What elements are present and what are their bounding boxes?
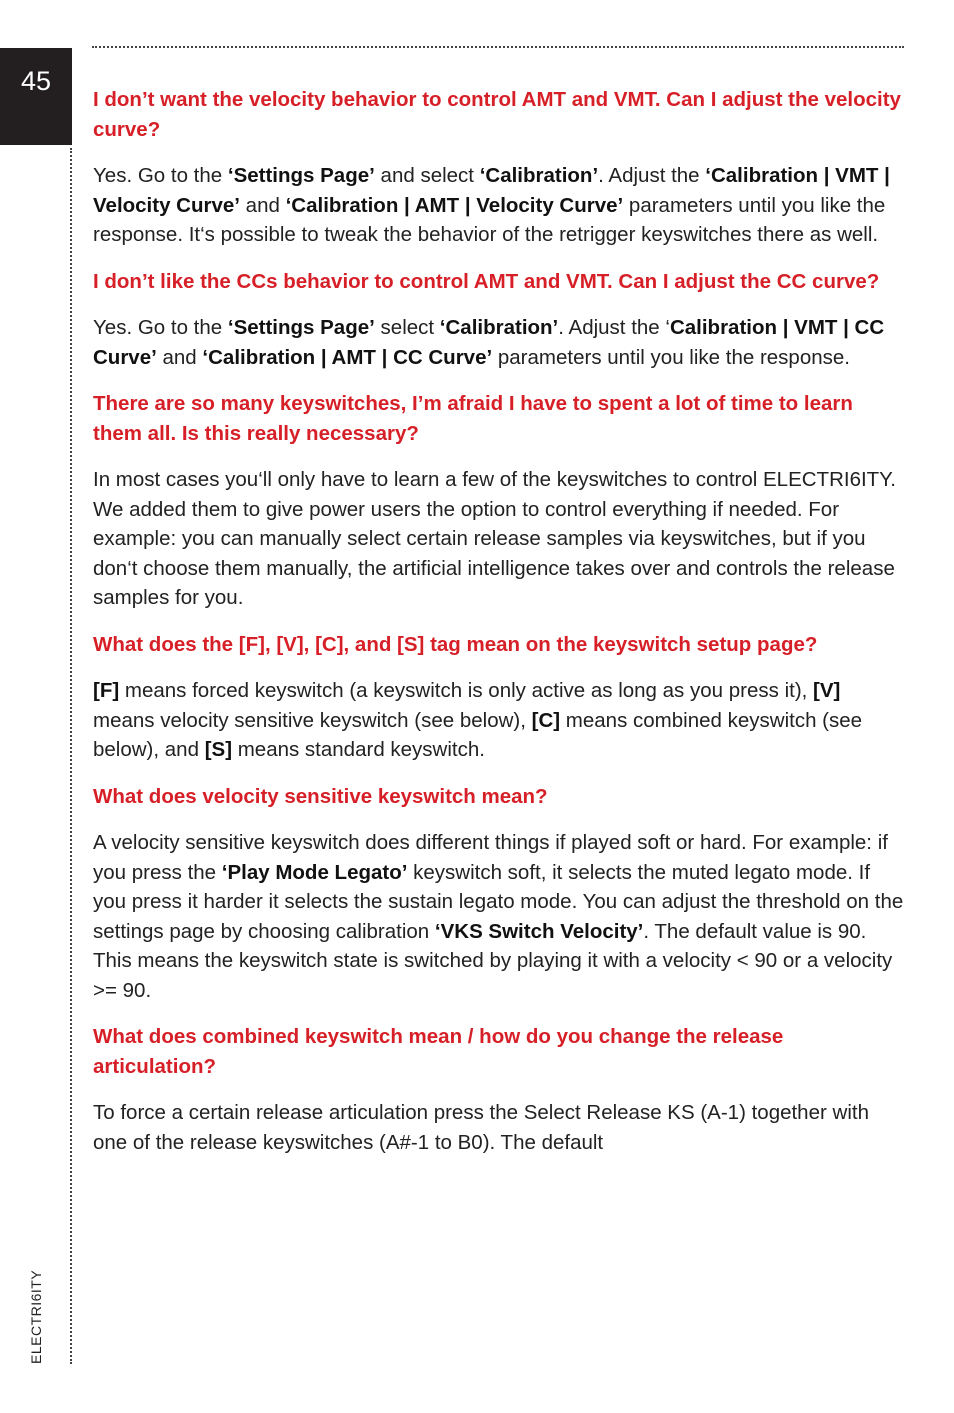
- answer-text: means standard keyswitch.: [232, 738, 485, 761]
- answer-text: . The default value is 90. This means the keyswitch state is switched by playing it with a velocity < 90 or a velocity >= 90.: [93, 919, 893, 1002]
- answer-emphasis: [S]: [204, 738, 233, 761]
- faq-question: I don’t like the CCs behavior to control AMT and VMT. Can I adjust the CC curve?: [93, 269, 880, 293]
- side-dotted-divider: [70, 148, 72, 1364]
- answer-text: . Adjust the: [598, 164, 706, 187]
- answer-emphasis: [V]: [813, 679, 841, 702]
- answer-text: and select: [374, 164, 480, 187]
- answer-emphasis: ‘Calibration | AMT | CC Curve’: [202, 345, 493, 369]
- answer-emphasis: ‘Calibration’: [479, 164, 599, 187]
- faq-question: What does the [F], [V], [C], and [S] tag mean on the keyswitch setup page?: [93, 632, 818, 656]
- page-number: 45: [20, 66, 52, 96]
- faq-question: What does velocity sensitive keyswitch mean?: [93, 784, 548, 808]
- answer-text: and: [156, 345, 203, 369]
- answer-emphasis: ‘Calibration | VMT | Velocity Curve’: [93, 164, 890, 217]
- faq-answer: [93, 313, 905, 372]
- product-side-label: ELECTRI6ITY: [28, 1269, 44, 1364]
- faq-question: There are so many keyswitches, I’m afraid I have to spent a lot of time to learn them all. Is this really necessary?: [93, 392, 853, 445]
- faq-content: [93, 85, 905, 1174]
- answer-emphasis: Calibration | VMT | CC Curve’: [93, 316, 885, 369]
- faq-question: What does combined keyswitch mean / how do you change the release articulation?: [93, 1025, 784, 1078]
- answer-emphasis: ‘Settings Page’: [227, 164, 375, 187]
- faq-answer: [93, 161, 905, 250]
- answer-text: To force a certain release articulation press the Select Release KS (A-1) together with one of the release keyswitches (A#-1 to B0). The default: [93, 1101, 869, 1154]
- faq-question: I don’t want the velocity behavior to control AMT and VMT. Can I adjust the velocity curve?: [93, 88, 901, 141]
- answer-text: keyswitch soft, it selects the muted legato mode. If you press it harder it selects the sustain legato mode. You can adjust the threshold on the settings page by choosing calibration: [93, 860, 904, 943]
- answer-text: Yes. Go to the: [93, 316, 228, 339]
- answer-emphasis: ‘Calibration | AMT | Velocity Curve’: [285, 193, 624, 217]
- answer-emphasis: [F]: [93, 679, 120, 702]
- faq-answer: [93, 828, 905, 1005]
- answer-emphasis: ‘Play Mode Legato’: [221, 860, 408, 884]
- answer-emphasis: ‘VKS Switch Velocity’: [434, 919, 644, 943]
- answer-text: In most cases you‘ll only have to learn a few of the keyswitches to control ELECTRI6ITY. We added them to give power users the option to control everything if needed. For example: you can manually select certain release samples via keyswitches, but if you don‘t choose them manually, the artificial intelligence takes over and controls the release samples for you.: [93, 468, 896, 609]
- answer-text: . Adjust the ‘: [558, 316, 670, 339]
- answer-text: select: [374, 316, 440, 339]
- answer-text: means combined keyswitch (see below), and: [93, 708, 863, 761]
- answer-text: parameters until you like the response.: [492, 345, 850, 369]
- faq-answer: [93, 1098, 905, 1157]
- answer-text: means forced keyswitch (a keyswitch is only active as long as you press it),: [119, 679, 814, 702]
- answer-emphasis: ‘Settings Page’: [227, 316, 375, 339]
- answer-text: parameters until you like the response. It‘s possible to tweak the behavior of the retrigger keyswitches there as well.: [93, 193, 886, 246]
- answer-emphasis: ‘Calibration’: [439, 316, 559, 339]
- faq-answer: [93, 676, 905, 765]
- answer-emphasis: [C]: [531, 708, 561, 732]
- answer-text: means velocity sensitive keyswitch (see below),: [93, 708, 532, 732]
- faq-answer: [93, 465, 905, 613]
- answer-text: and: [239, 193, 286, 217]
- top-dotted-divider: [92, 46, 904, 48]
- answer-text: A velocity sensitive keyswitch does different things if played soft or hard. For example: if you press the: [93, 831, 888, 884]
- answer-text: Yes. Go to the: [93, 164, 228, 187]
